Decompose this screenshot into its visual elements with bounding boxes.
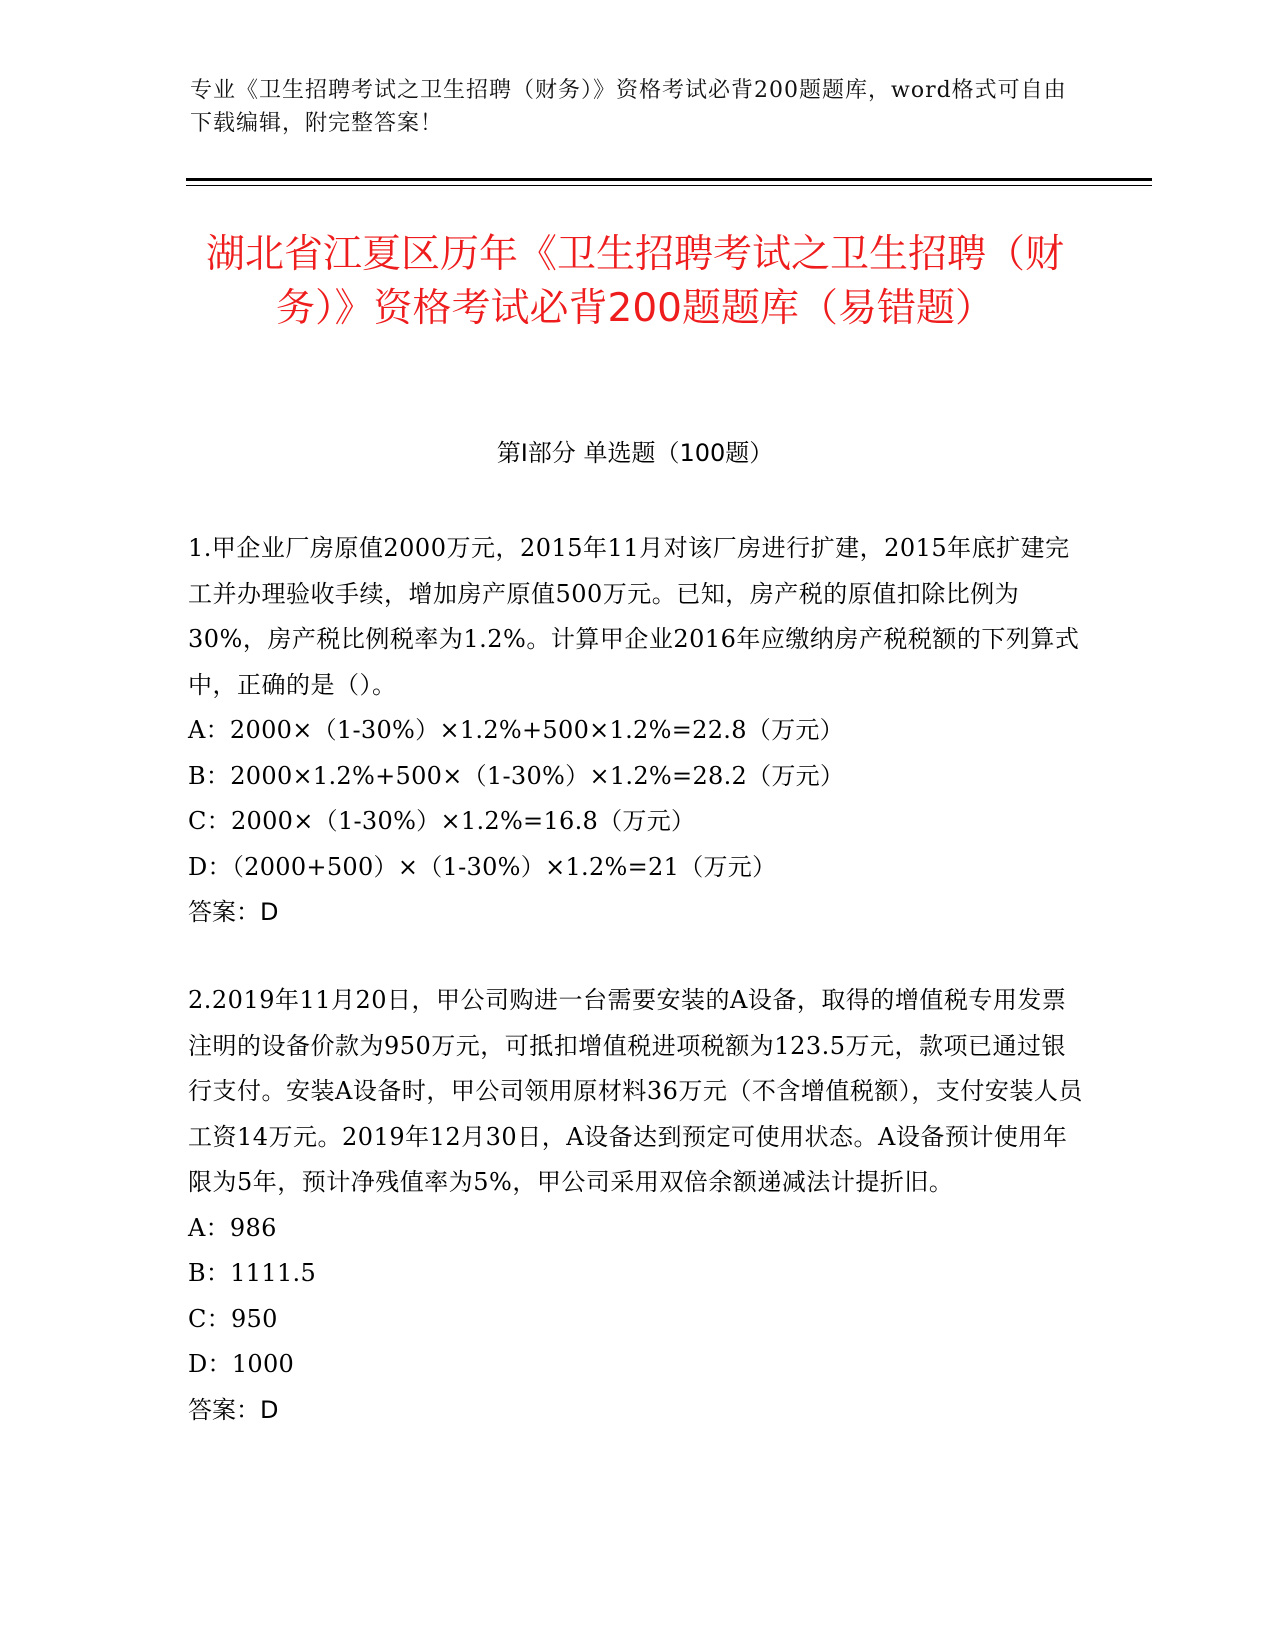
header-rule-thin [186, 185, 1152, 186]
option-d: D：（2000+500）×（1-30%）×1.2%=21（万元） [188, 852, 777, 881]
option-a: A：2000×（1-30%）×1.2%+500×1.2%=22.8（万元） [188, 716, 844, 744]
option-c: C：950 [188, 1304, 278, 1333]
question-stem: 1.甲企业厂房原值2000万元，2015年11月对该厂房进行扩建，2015年底扩建完工并办理验收手续，增加房产原值500万元。已知，房产税的原值扣除比例为30%，房产税比例税率为1.2%。计算甲企业2016年应缴纳房产税税额的下列算式中，正确的是（）。 [188, 534, 1080, 699]
question-2 [188, 978, 1088, 1433]
option-b: B：1111.5 [188, 1259, 317, 1287]
question-stem: 2.2019年11月20日，甲公司购进一台需要安装的A设备，取得的增值税专用发票注明的设备价款为950万元，可抵扣增值税进项税额为123.5万元，款项已通过银行支付。安装A设备时，甲公司领用原材料36万元（不含增值税额），支付安装人员工资14万元。2019年12月30日，A设备达到预定可使用状态。A设备预计使用年限为5年，预计净残值率为5%，甲公司采用双倍余额递减法计提折旧。 [188, 986, 1083, 1196]
option-d: D：1000 [188, 1350, 295, 1378]
question-1 [188, 526, 1088, 936]
option-a: A：986 [188, 1213, 277, 1242]
option-c: C：2000×（1-30%）×1.2%=16.8（万元） [188, 807, 696, 835]
header-note: 专业《卫生招聘考试之卫生招聘（财务）》资格考试必背200题题库，word格式可自由下载编辑，附完整答案！ [190, 78, 1067, 136]
document-title: 湖北省江夏区历年《卫生招聘考试之卫生招聘（财务）》资格考试必背200题题库（易错题） [205, 232, 1064, 331]
section-heading: 第I部分 单选题（100题） [496, 439, 774, 467]
header-rule-thick [186, 178, 1152, 181]
answer: 答案：D [188, 1395, 279, 1424]
option-b: B：2000×1.2%+500×（1-30%）×1.2%=28.2（万元） [188, 761, 845, 790]
answer: 答案：D [188, 898, 279, 926]
